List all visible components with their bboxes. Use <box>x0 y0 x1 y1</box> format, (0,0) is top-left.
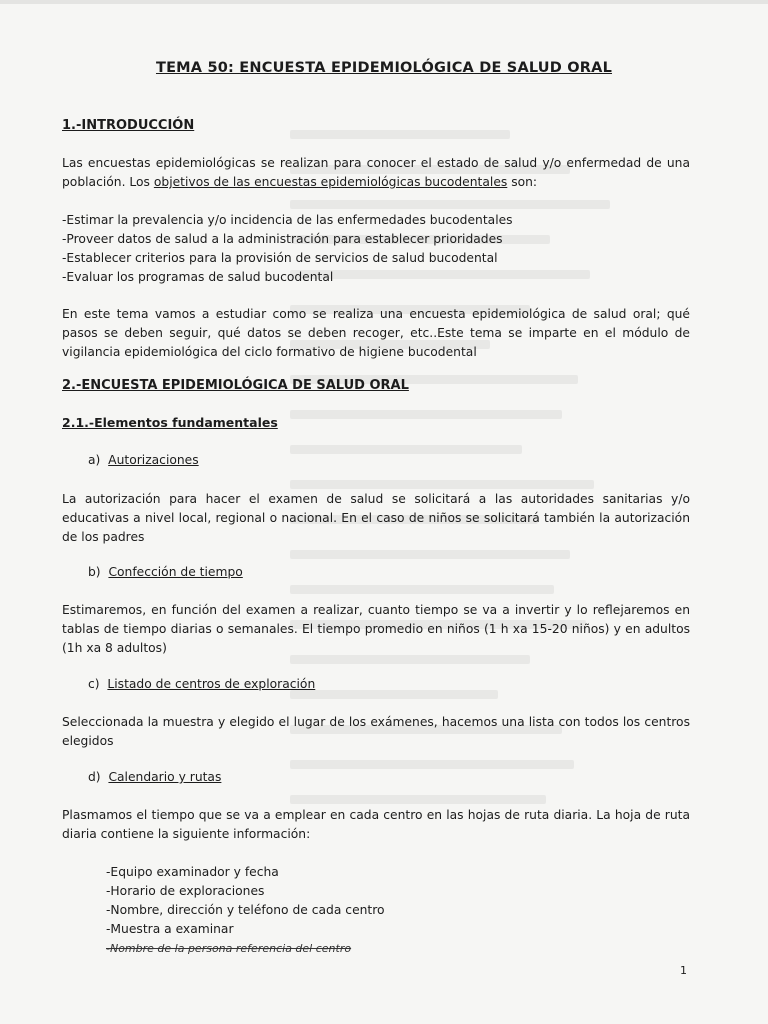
document-title: TEMA 50: ENCUESTA EPIDEMIOLÓGICA DE SALUD ORAL <box>155 60 613 76</box>
item-d-text: Plasmamos el tiempo que se va a emplear en cada centro en las hojas de ruta diaria. La hoja de ruta diaria contiene la siguiente información: <box>62 808 690 841</box>
item-d-heading <box>88 770 221 784</box>
list-item: -Nombre de la persona referencia del centro <box>106 942 352 955</box>
item-c-heading <box>88 677 315 691</box>
item-marker: a) <box>88 453 101 467</box>
item-a-label: Autorizaciones <box>108 453 199 467</box>
item-c-label: Listado de centros de exploración <box>107 677 316 691</box>
list-item: -Proveer datos de salud a la administración para establecer prioridades <box>62 232 503 246</box>
section-2-heading: 2.-ENCUESTA EPIDEMIOLÓGICA DE SALUD ORAL <box>62 378 409 393</box>
subsection-heading: 2.1.-Elementos fundamentales <box>62 415 278 430</box>
item-marker: c) <box>88 677 100 691</box>
objectives-term: objetivos de las encuestas epidemiológicas bucodentales <box>153 175 508 189</box>
scan-edge <box>0 0 768 4</box>
intro-text: Las encuestas epidemiológicas se realizan para conocer el estado de salud y/o enfermedad de una población. Los <box>62 156 690 189</box>
list-item: -Evaluar los programas de salud bucodental <box>62 270 334 284</box>
item-d-label: Calendario y rutas <box>108 770 222 784</box>
objectives-list <box>62 211 690 287</box>
list-item: -Estimar la prevalencia y/o incidencia de las enfermedades bucodentales <box>62 213 513 227</box>
item-a-text: La autorización para hacer el examen de salud se solicitará a las autoridades sanitarias y/o educativas a nivel local, regional o nacional. En el caso de niños se solicitará también la autorización de los padres <box>62 492 690 544</box>
item-marker: d) <box>88 770 101 784</box>
list-item: -Nombre, dirección y teléfono de cada centro <box>106 903 385 917</box>
item-b-label: Confección de tiempo <box>108 565 243 579</box>
item-b-heading <box>88 565 243 579</box>
item-a-heading <box>88 453 199 467</box>
item-c-text: Seleccionada la muestra y elegido el lugar de los exámenes, hacemos una lista con todos los centros elegidos <box>62 715 690 748</box>
list-item: -Establecer criterios para la provisión de servicios de salud bucodental <box>62 251 498 265</box>
intro-paragraph <box>62 154 690 192</box>
section-1-heading: 1.-INTRODUCCIÓN <box>62 118 195 133</box>
route-sheet-list <box>106 863 506 958</box>
intro-text-end: son: <box>507 175 538 189</box>
page-number: 1 <box>680 964 687 977</box>
topic-paragraph: En este tema vamos a estudiar como se realiza una encuesta epidemiológica de salud oral; qué pasos se deben seguir, qué datos se deben recoger, etc..Este tema se imparte en el módulo de vigilancia epidemiológica del ciclo formativo de higiene bucodental <box>62 307 690 359</box>
item-b-text: Estimaremos, en función del examen a realizar, cuanto tiempo se va a invertir y lo reflejaremos en tablas de tiempo diarias o semanales. El tiempo promedio en niños (1 h xa 15-20 niños) y en adultos (1h xa 8 adultos) <box>62 603 690 655</box>
list-item: -Equipo examinador y fecha <box>106 865 279 879</box>
list-item: -Muestra a examinar <box>106 922 234 936</box>
item-marker: b) <box>88 565 101 579</box>
list-item: -Horario de exploraciones <box>106 884 265 898</box>
